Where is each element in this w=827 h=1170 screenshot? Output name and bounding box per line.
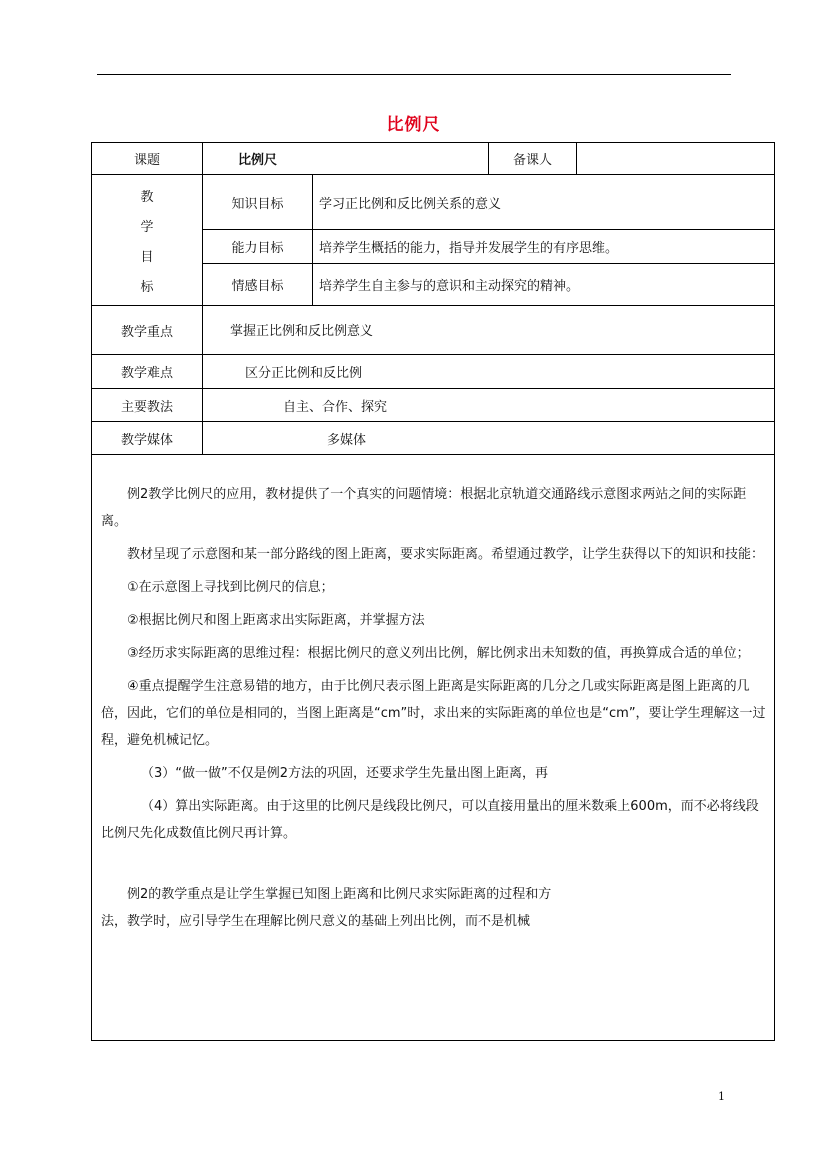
topic-row <box>92 143 775 175</box>
objectives-label <box>92 175 203 306</box>
difficulty-row <box>92 355 775 389</box>
method-value: 自主、合作、探究 <box>203 389 775 422</box>
objectives-label-char: 标 <box>140 279 154 295</box>
media-label: 教学媒体 <box>92 422 203 455</box>
method-label: 主要教法 <box>92 389 203 422</box>
paragraph: ②根据比例尺和图上距离求出实际距离，并掌握方法 <box>127 613 425 628</box>
key-point-label: 教学重点 <box>92 306 203 355</box>
objective-value: 培养学生概括的能力，指导并发展学生的有序思维。 <box>313 230 775 264</box>
paragraph: ④重点提醒学生注意易错的地方，由于比例尺表示图上距离是实际距离的几分之几或实际距离是图上距离的几倍，因此，它们的单位是相同的，当图上距离是“cm”时，求出来的实际距离的单位也是“cm”，要让学生理解这一过程，避免机械记忆。 <box>101 679 766 748</box>
topic-value: 比例尺 <box>203 143 489 175</box>
paragraph: 法，教学时，应引导学生在理解比例尺意义的基础上列出比例，而不是机械 <box>101 914 531 929</box>
header-rule <box>97 74 731 75</box>
preparer-label: 备课人 <box>489 143 577 175</box>
media-row <box>92 422 775 455</box>
objective-value: 学习正比例和反比例关系的意义 <box>313 175 775 230</box>
page-title: 比例尺 <box>386 115 441 135</box>
paragraph: 例2的教学重点是让学生掌握已知图上距离和比例尺求实际距离的过程和方 <box>127 887 552 902</box>
body-row <box>92 455 775 1041</box>
preparer-value <box>577 143 775 175</box>
topic-label: 课题 <box>92 143 203 175</box>
paragraph: （3）“做一做”不仅是例2方法的巩固，还要求学生先量出图上距离，再 <box>141 766 549 781</box>
objectives-label-char: 教 <box>140 189 154 205</box>
objective-label: 知识目标 <box>203 175 313 230</box>
objective-label: 能力目标 <box>203 230 313 264</box>
paragraph: ①在示意图上寻找到比例尺的信息； <box>127 580 334 595</box>
difficulty-label: 教学难点 <box>92 355 203 389</box>
objectives-label-char: 学 <box>140 219 154 235</box>
media-value: 多媒体 <box>203 422 775 455</box>
paragraph: （4）算出实际距离。由于这里的比例尺是线段比例尺，可以直接用量出的厘米数乘上600m，而不必将线段比例尺先化成数值比例尺再计算。 <box>101 799 759 841</box>
paragraph: 教材呈现了示意图和某一部分路线的图上距离，要求实际距离。希望通过教学，让学生获得以下的知识和技能： <box>127 547 765 562</box>
teaching-notes <box>92 455 775 1041</box>
key-point-value: 掌握正比例和反比例意义 <box>203 306 775 355</box>
paragraph: ③经历求实际距离的思维过程：根据比例尺的意义列出比例，解比例求出未知数的值，再换算成合适的单位； <box>127 646 750 661</box>
lesson-plan-table <box>91 142 775 1041</box>
page-number: 1 <box>718 1090 725 1103</box>
objective-label: 情感目标 <box>203 264 313 306</box>
objective-row <box>92 175 775 230</box>
paragraph: 例2教学比例尺的应用，教材提供了一个真实的问题情境：根据北京轨道交通路线示意图求两站之间的实际距离。 <box>101 487 747 529</box>
difficulty-value: 区分正比例和反比例 <box>203 355 775 389</box>
method-row <box>92 389 775 422</box>
objectives-label-char: 目 <box>140 249 154 265</box>
key-point-row <box>92 306 775 355</box>
objective-value: 培养学生自主参与的意识和主动探究的精神。 <box>313 264 775 306</box>
